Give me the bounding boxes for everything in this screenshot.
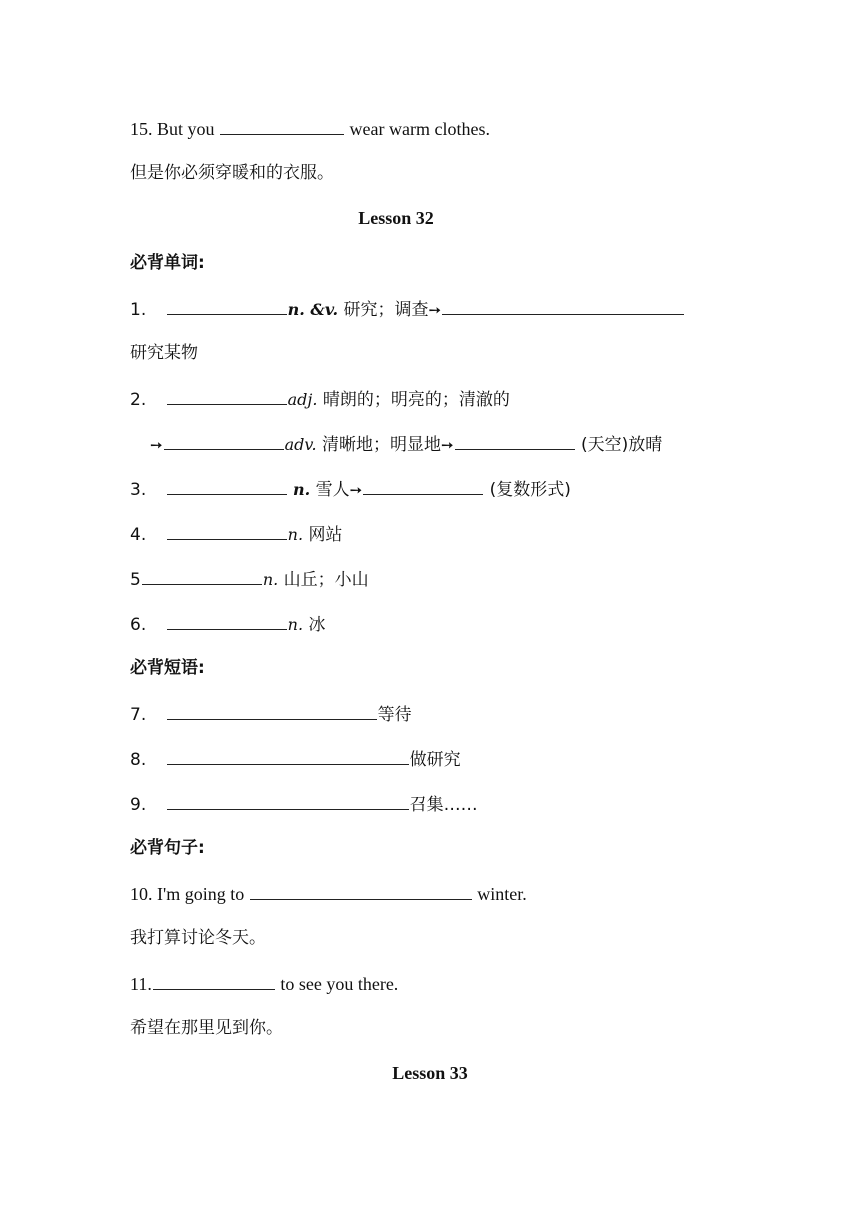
part-of-speech: n.: [262, 570, 279, 589]
answer-blank[interactable]: [167, 746, 409, 765]
vocab-item-6: [130, 611, 325, 637]
item-number: 4.: [130, 525, 147, 545]
phrase-item-8: [130, 746, 461, 772]
answer-blank[interactable]: [153, 971, 275, 990]
meaning: 网站: [308, 525, 343, 545]
vocab-item-4: [130, 521, 342, 547]
sentence-text: I'm going to: [157, 884, 245, 904]
item-number: 1.: [130, 300, 147, 320]
meaning: (天空)放晴: [580, 435, 663, 455]
sentence-10-translation: 我打算讨论冬天。: [130, 928, 266, 948]
meaning: 召集……: [409, 795, 478, 815]
meaning: 清晰地；明显地: [322, 435, 441, 455]
sentence-10: [130, 881, 527, 906]
part-of-speech: n.: [287, 615, 304, 634]
answer-blank[interactable]: [250, 881, 472, 900]
meaning: 做研究: [409, 750, 461, 770]
meaning: 雪人: [315, 480, 350, 500]
phrase-item-7: [130, 701, 412, 727]
lesson-title: Lesson 33: [392, 1063, 468, 1083]
sentence-11-translation: 希望在那里见到你。: [130, 1018, 283, 1038]
item-number: 3.: [130, 480, 147, 500]
part-of-speech: n.: [293, 480, 311, 499]
part-of-speech: n. &v.: [287, 300, 339, 319]
arrow-icon: ➙: [150, 436, 163, 454]
part-of-speech: adv.: [284, 435, 317, 454]
answer-blank[interactable]: [167, 476, 287, 495]
answer-blank[interactable]: [167, 521, 287, 540]
answer-blank[interactable]: [167, 791, 409, 810]
vocab-item-2: [130, 386, 510, 412]
meaning: 冰: [308, 615, 326, 635]
vocab-item-1-continued: 研究某物: [130, 343, 198, 363]
item-number: 11.: [130, 974, 152, 994]
note: (复数形式): [489, 480, 571, 500]
answer-blank[interactable]: [363, 476, 483, 495]
answer-blank[interactable]: [164, 431, 284, 450]
answer-blank[interactable]: [167, 701, 377, 720]
section-header-phrases: 必背短语:: [130, 658, 205, 678]
meaning: 等待: [377, 705, 412, 725]
vocab-item-5: [130, 566, 369, 592]
arrow-icon: ➙: [441, 436, 454, 454]
answer-blank[interactable]: [442, 296, 684, 315]
sentence-text: to see you there.: [280, 974, 399, 994]
item-number: 5: [130, 570, 141, 590]
arrow-icon: ➙: [428, 301, 442, 319]
sentence-11: [130, 971, 398, 996]
sentence-text: wear warm clothes.: [349, 119, 490, 139]
sentence-15: [130, 116, 490, 141]
item-number: 10.: [130, 884, 153, 904]
lesson-title: Lesson 32: [358, 208, 434, 228]
item-number: 2.: [130, 390, 147, 410]
phrase-item-9: [130, 791, 478, 817]
answer-blank[interactable]: [220, 116, 344, 135]
meaning: 研究；调查: [343, 300, 429, 320]
vocab-item-3: [130, 476, 571, 502]
meaning: 山丘；小山: [283, 570, 369, 590]
meaning: 晴朗的；明亮的；清澈的: [322, 390, 510, 410]
sentence-text: winter.: [477, 884, 527, 904]
section-header-words: 必背单词:: [130, 253, 205, 273]
answer-blank[interactable]: [455, 431, 575, 450]
vocab-item-2-continued: [150, 431, 662, 457]
answer-blank[interactable]: [167, 386, 287, 405]
section-header-sentences: 必背句子:: [130, 838, 205, 858]
sentence-15-translation: 但是你必须穿暖和的衣服。: [130, 163, 334, 183]
item-number: 7.: [130, 705, 147, 725]
sentence-text: But you: [157, 119, 215, 139]
arrow-icon: ➙: [349, 481, 363, 499]
answer-blank[interactable]: [142, 566, 262, 585]
item-number: 6.: [130, 615, 147, 635]
vocab-item-1: [130, 296, 685, 322]
item-number: 15.: [130, 119, 153, 139]
part-of-speech: n.: [287, 525, 304, 544]
item-number: 8.: [130, 750, 147, 770]
part-of-speech: adj.: [287, 390, 318, 409]
answer-blank[interactable]: [167, 296, 287, 315]
item-number: 9.: [130, 795, 147, 815]
answer-blank[interactable]: [167, 611, 287, 630]
